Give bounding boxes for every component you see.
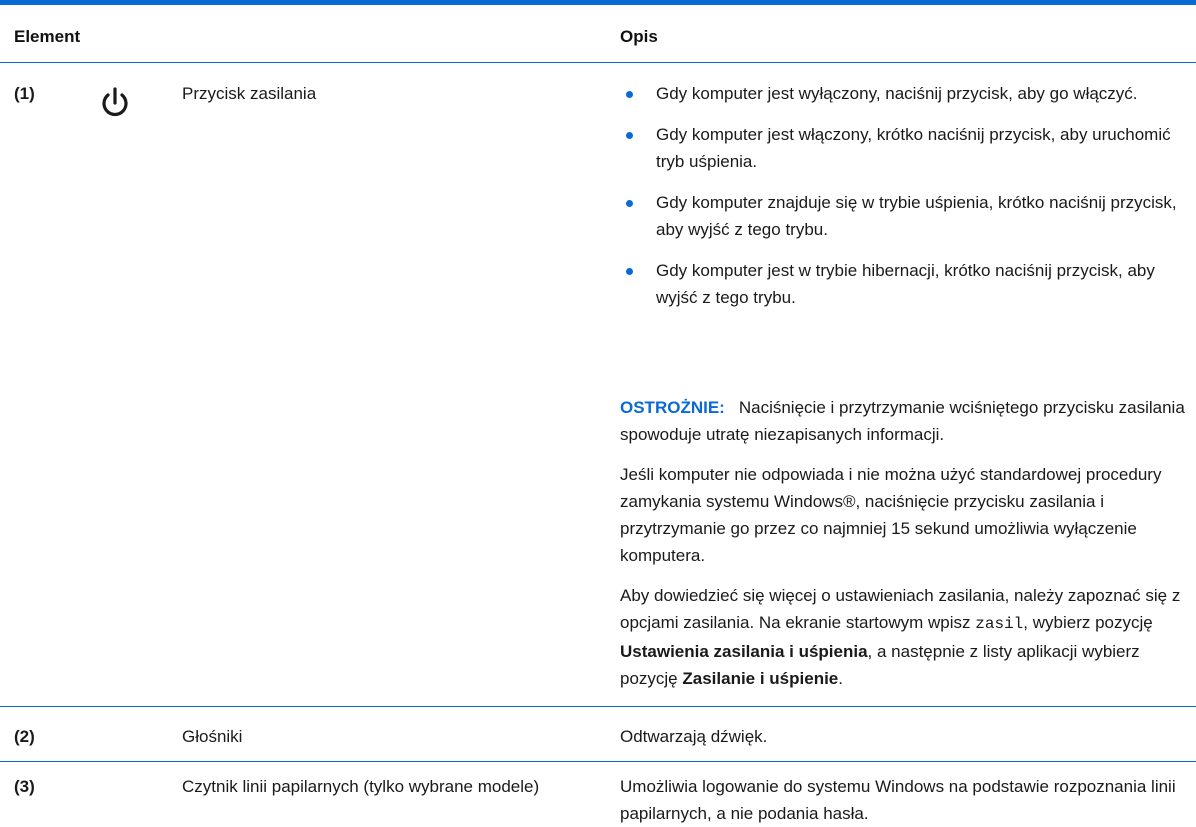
bullet-text: Gdy komputer znajduje się w trybie uśpienia, krótko naciśnij przycisk, aby wyjść z tego trybu. (656, 193, 1177, 239)
paragraph-text: . (838, 669, 843, 688)
power-settings-paragraph (620, 582, 1185, 692)
table-top-rule (0, 0, 1196, 5)
row-1-rule (0, 706, 1196, 707)
force-shutdown-paragraph: Jeśli komputer nie odpowiada i nie można użyć standardowej procedury zamykania systemu Windows®, naciśnięcie przycisku zasilania i przytrzymanie go przez co najmniej 15 sekund umożliwia wyłączenie komputera. (620, 465, 1162, 565)
bullet-icon (626, 132, 633, 139)
caution-text: Naciśnięcie i przytrzymanie wciśniętego przycisku zasilania spowoduje utratę niezapisanych informacji. (620, 398, 1185, 444)
power-icon (98, 86, 132, 120)
paragraph-text: Aby dowiedzieć się więcej o ustawieniach zasilania, należy zapoznać się z opcjami zasilania. Na ekranie startowym wpisz (620, 586, 1181, 632)
app-name-label: Zasilanie i uśpienie (682, 669, 839, 688)
settings-link-label: Ustawienia zasilania i uśpienia (620, 642, 868, 661)
list-item (620, 121, 1180, 175)
list-item (620, 257, 1180, 311)
header-element: Element (14, 27, 81, 46)
typed-command: zasil (975, 615, 1024, 633)
row-2-number: (2) (14, 727, 35, 746)
row-2-name: Głośniki (182, 727, 243, 746)
bullet-icon (626, 91, 633, 98)
paragraph-text: , a następnie z listy aplikacji wybierz pozycję (620, 642, 1140, 688)
list-item (620, 189, 1180, 243)
bullet-text: Gdy komputer jest wyłączony, naciśnij przycisk, aby go włączyć. (656, 84, 1138, 103)
row-3-number: (3) (14, 777, 35, 796)
row-3-name: Czytnik linii papilarnych (tylko wybrane modele) (182, 777, 540, 796)
caution-label: OSTROŻNIE: (620, 398, 725, 417)
bullet-text: Gdy komputer jest w trybie hibernacji, krótko naciśnij przycisk, aby wyjść z tego trybu. (656, 261, 1155, 307)
power-button-bullets (620, 80, 1180, 325)
row-1-number: (1) (14, 84, 35, 103)
bullet-icon (626, 200, 633, 207)
row-1-name: Przycisk zasilania (182, 84, 317, 103)
bullet-icon (626, 268, 633, 275)
row-2-rule (0, 761, 1196, 762)
bullet-text: Gdy komputer jest włączony, krótko naciśnij przycisk, aby uruchomić tryb uśpienia. (656, 125, 1171, 171)
caution-note (620, 394, 1185, 448)
row-3-description: Umożliwia logowanie do systemu Windows na podstawie rozpoznania linii papilarnych, a nie podania hasła. (620, 777, 1176, 823)
list-item (620, 80, 1180, 107)
header-description: Opis (620, 27, 658, 46)
header-rule (0, 62, 1196, 63)
row-2-description: Odtwarzają dźwięk. (620, 727, 768, 746)
paragraph-text: , wybierz pozycję (1023, 613, 1153, 632)
